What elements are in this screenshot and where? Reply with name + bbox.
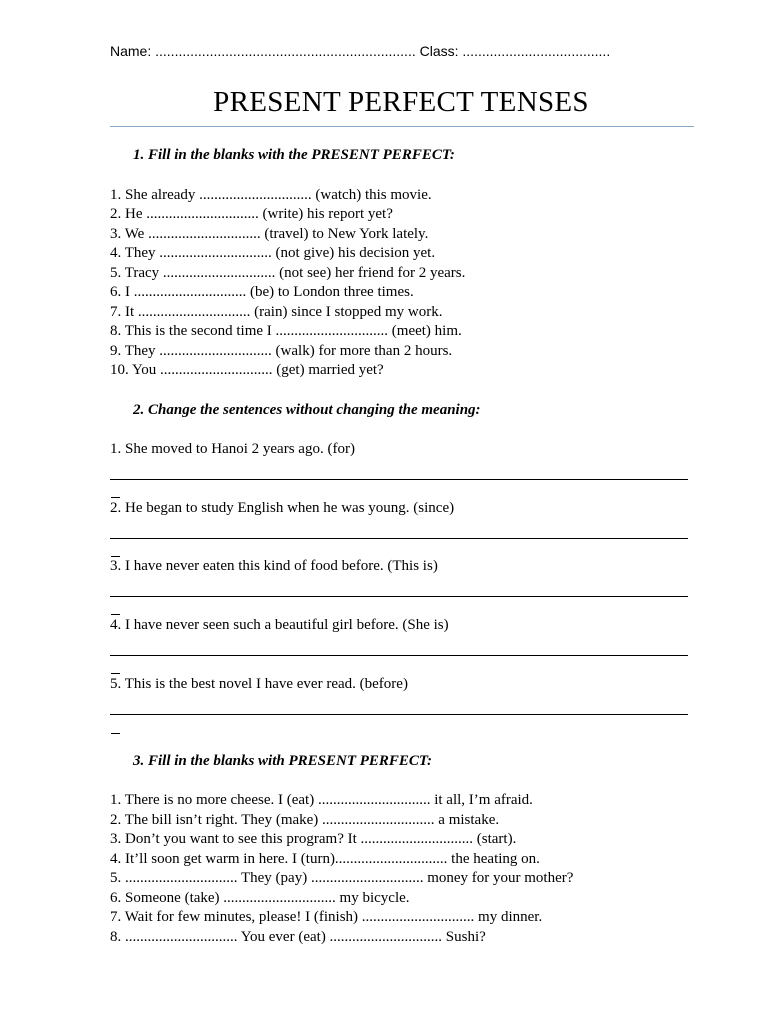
- section-2-prompt: 5. This is the best novel I have ever read. (before): [110, 676, 408, 692]
- section-1-item: 10. You .............................. (get) married yet?: [110, 362, 384, 378]
- answer-line-continuation: [111, 497, 120, 498]
- answer-line: [110, 714, 688, 715]
- answer-line: [110, 655, 688, 656]
- section-1-item: 2. He .............................. (write) his report yet?: [110, 206, 393, 222]
- section-3-item: 8. .............................. You ever (eat) .............................. Sushi?: [110, 929, 486, 945]
- page-title: PRESENT PERFECT TENSES: [213, 86, 589, 118]
- section-1-item: 8. This is the second time I .............................. (meet) him.: [110, 323, 462, 339]
- section-3-item: 5. .............................. They (pay) .............................. money for your mother?: [110, 870, 574, 886]
- section-1-item: 3. We .............................. (travel) to New York lately.: [110, 226, 429, 242]
- section-1-item: 7. It .............................. (rain) since I stopped my work.: [110, 304, 443, 320]
- answer-line-continuation: [111, 673, 120, 674]
- title-underline: [110, 126, 694, 127]
- section-2-prompt: 4. I have never seen such a beautiful girl before. (She is): [110, 617, 449, 633]
- name-class-header: Name: ................................................................... Class: ......................................: [110, 43, 611, 59]
- section-2-prompt: 1. She moved to Hanoi 2 years ago. (for): [110, 441, 355, 457]
- answer-line: [110, 479, 688, 480]
- section-3-item: 3. Don’t you want to see this program? It .............................. (start).: [110, 831, 517, 847]
- section-1-item: 6. I .............................. (be) to London three times.: [110, 284, 414, 300]
- answer-line: [110, 538, 688, 539]
- section-3-item: 7. Wait for few minutes, please! I (finish) .............................. my dinner.: [110, 909, 543, 925]
- section-1-item: 4. They .............................. (not give) his decision yet.: [110, 245, 436, 261]
- section-3-item: 2. The bill isn’t right. They (make) .............................. a mistake.: [110, 812, 500, 828]
- section-3-item: 4. It’ll soon get warm in here. I (turn).............................. the heating on.: [110, 851, 540, 867]
- section-3-heading: 3. Fill in the blanks with PRESENT PERFECT:: [133, 753, 432, 769]
- section-1-item: 9. They .............................. (walk) for more than 2 hours.: [110, 343, 453, 359]
- section-1-item: 1. She already .............................. (watch) this movie.: [110, 187, 432, 203]
- answer-line: [110, 596, 688, 597]
- answer-line-continuation: [111, 733, 120, 734]
- section-1-heading: 1. Fill in the blanks with the PRESENT PERFECT:: [133, 147, 455, 163]
- section-2-prompt: 3. I have never eaten this kind of food before. (This is): [110, 558, 438, 574]
- section-3-item: 1. There is no more cheese. I (eat) .............................. it all, I’m afraid.: [110, 792, 533, 808]
- section-3-item: 6. Someone (take) .............................. my bicycle.: [110, 890, 410, 906]
- answer-line-continuation: [111, 614, 120, 615]
- section-1-item: 5. Tracy .............................. (not see) her friend for 2 years.: [110, 265, 466, 281]
- section-2-prompt: 2. He began to study English when he was young. (since): [110, 500, 455, 516]
- section-2-heading: 2. Change the sentences without changing the meaning:: [133, 402, 481, 418]
